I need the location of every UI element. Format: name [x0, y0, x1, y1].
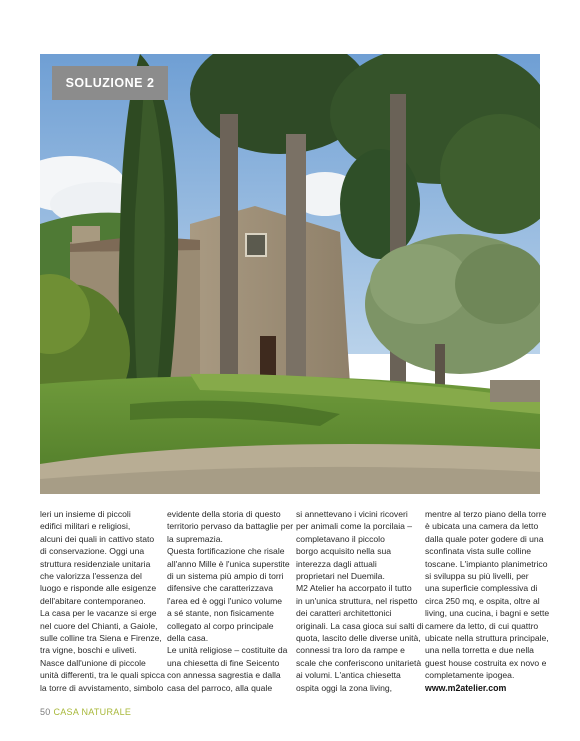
text-line: completamente ipogea. [425, 670, 515, 681]
page-footer [40, 707, 131, 717]
text-line: scale che conferiscono unitarietà [296, 657, 422, 668]
text-line: borgo acquisito nella sua [296, 546, 392, 557]
text-line: è ubicata una camera da letto [425, 521, 539, 532]
text-line: mentre al terzo piano della torre [425, 509, 547, 519]
text-line: la supremazia. [167, 533, 223, 544]
text-line: sulle colline tra Siena e Firenze, [40, 633, 162, 644]
text-column-2 [167, 508, 294, 694]
text-line: unità differenti, tra le quali spicca [40, 670, 165, 681]
text-line: guest house costruita ex novo e [425, 657, 547, 668]
page-number: 50 [40, 707, 51, 717]
text-line: l'area ed è oggi l'unico volume [167, 595, 283, 606]
text-line: sconfinata vista sulle colline [425, 546, 532, 557]
text-line: Questa fortificazione che risale [167, 546, 285, 557]
text-line: struttura residenziale unitaria [40, 558, 151, 569]
text-line: una superficie complessiva di [425, 583, 538, 594]
text-line: completavano il piccolo [296, 533, 385, 544]
text-line: per animali come la porcilaia – [296, 521, 413, 532]
text-line: la torre di avvistamento, simbolo [40, 682, 164, 693]
text-line: casa del parroco, alla quale [167, 682, 273, 693]
text-line: una nella torretta e due nella [425, 645, 534, 656]
website-link[interactable]: www.m2atelier.com [425, 682, 507, 693]
text-line: circa 250 mq, e ospita, oltre al [425, 595, 540, 606]
text-line: si sviluppa su più livelli, per [425, 571, 529, 582]
text-line: M2 Atelier ha accorpato il tutto [296, 583, 412, 594]
text-column-4 [425, 508, 550, 694]
text-line: dalla quale poter godere di una [425, 533, 544, 544]
text-line: quota, lascito delle diverse unità, [296, 633, 421, 644]
text-line: interezza dagli attuali [296, 558, 377, 569]
article-text [40, 508, 550, 698]
text-line: ubicate nella struttura principale, [425, 633, 549, 644]
text-line: leri un insieme di piccoli [40, 509, 131, 519]
text-line: della casa. [167, 633, 209, 644]
text-line: a sé stante, non fisicamente [167, 608, 275, 619]
text-line: collegato al corpo principale [167, 620, 274, 631]
text-line: Le unità religiose – costituite da [167, 645, 288, 656]
text-line: che valorizza l'essenza del [40, 571, 142, 582]
text-line: originali. La casa gioca sui salti di [296, 620, 424, 631]
text-line: all'anno Mille è l'unica superstite [167, 558, 290, 569]
text-line: territorio pervaso da battaglie per [167, 521, 294, 532]
text-line: in un'unica struttura, nel rispetto [296, 595, 418, 606]
magazine-name: CASA NATURALE [53, 707, 132, 717]
text-line: edifici militari e religiosi, [40, 521, 131, 532]
text-line: una chiesetta di fine Seicento [167, 657, 280, 668]
text-line: dei caratteri architettonici [296, 608, 392, 619]
text-line: alcuni dei quali in cattivo stato [40, 533, 155, 544]
text-line: nel cuore del Chianti, a Gaiole, [40, 620, 158, 631]
text-line: evidente della storia di questo [167, 509, 281, 519]
text-column-3 [296, 508, 424, 694]
text-line: tra vigne, boschi e uliveti. [40, 645, 137, 656]
text-line: toscane. L'impianto planimetrico [425, 558, 548, 569]
text-line: Nasce dall'unione di piccole [40, 657, 146, 668]
section-tag: SOLUZIONE 2 [52, 66, 168, 100]
text-line: luogo e risponde alle esigenze [40, 583, 157, 594]
text-line: camere da letto, di cui quattro [425, 620, 539, 631]
text-line: di un sistema più ampio di torri [167, 571, 284, 582]
text-line: ai volumi. L'antica chiesetta [296, 670, 401, 681]
text-column-1 [40, 508, 165, 694]
text-line: connessi tra loro da rampe e [296, 645, 405, 656]
text-line: con annessa sagrestia e dalla [167, 670, 281, 681]
text-line: difensive che caratterizzava [167, 583, 274, 594]
hero-photo [40, 54, 540, 494]
text-line: dell'abitare contemporaneo. [40, 595, 146, 606]
text-line: si annettevano i vicini ricoveri [296, 509, 408, 519]
text-line: living, una cucina, i bagni e sette [425, 608, 550, 619]
text-line: ospita oggi la zona living, [296, 682, 393, 693]
text-line: La casa per le vacanze si erge [40, 608, 157, 619]
text-line: di conservazione. Oggi una [40, 546, 145, 557]
text-line: proprietari nel Duemila. [296, 571, 385, 582]
